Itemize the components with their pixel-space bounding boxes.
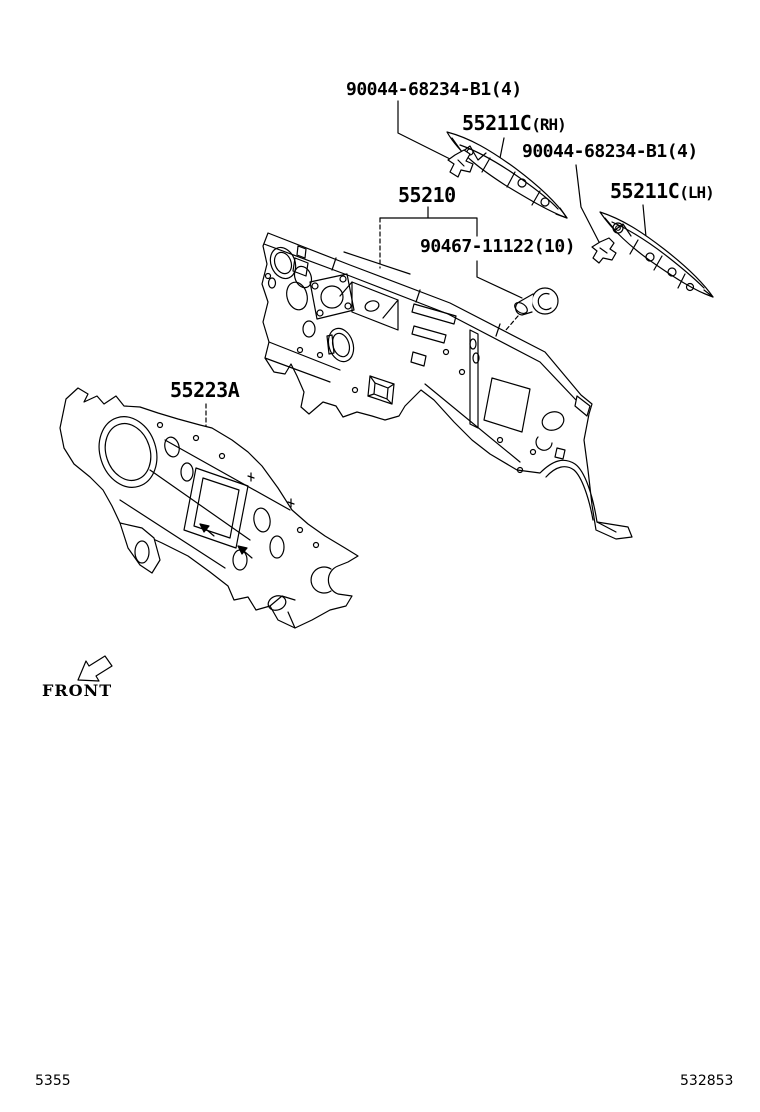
callout-pad-rh-side: (RH) xyxy=(531,115,566,134)
page-code-left: 5355 xyxy=(35,1073,71,1089)
callout-fastener-top[interactable]: 90044-68234-B1(4) xyxy=(346,79,522,100)
callout-pad-lh[interactable] xyxy=(610,181,714,202)
clip-1-drawing xyxy=(448,150,473,177)
callout-pad-rh[interactable] xyxy=(462,113,566,134)
page-code-right: 532853 xyxy=(680,1073,734,1089)
callout-bolt[interactable]: 90467-11122(10) xyxy=(420,236,576,257)
callout-fastener-mid[interactable]: 90044-68234-B1(4) xyxy=(522,141,698,162)
callout-insulator[interactable]: 55223A xyxy=(170,378,240,402)
front-label: FRONT xyxy=(42,681,113,700)
dash-panel-drawing xyxy=(262,233,632,539)
clip-2-drawing xyxy=(592,238,616,263)
callout-panel[interactable]: 55210 xyxy=(398,183,456,207)
pad-lh-drawing xyxy=(600,212,713,297)
front-arrow xyxy=(78,656,112,681)
bolt-drawing xyxy=(513,288,558,316)
insulator-drawing xyxy=(60,388,358,628)
callout-pad-lh-number: 55211C xyxy=(610,179,680,203)
callout-pad-lh-side: (LH) xyxy=(679,183,714,202)
callout-pad-rh-number: 55211C xyxy=(462,111,532,135)
